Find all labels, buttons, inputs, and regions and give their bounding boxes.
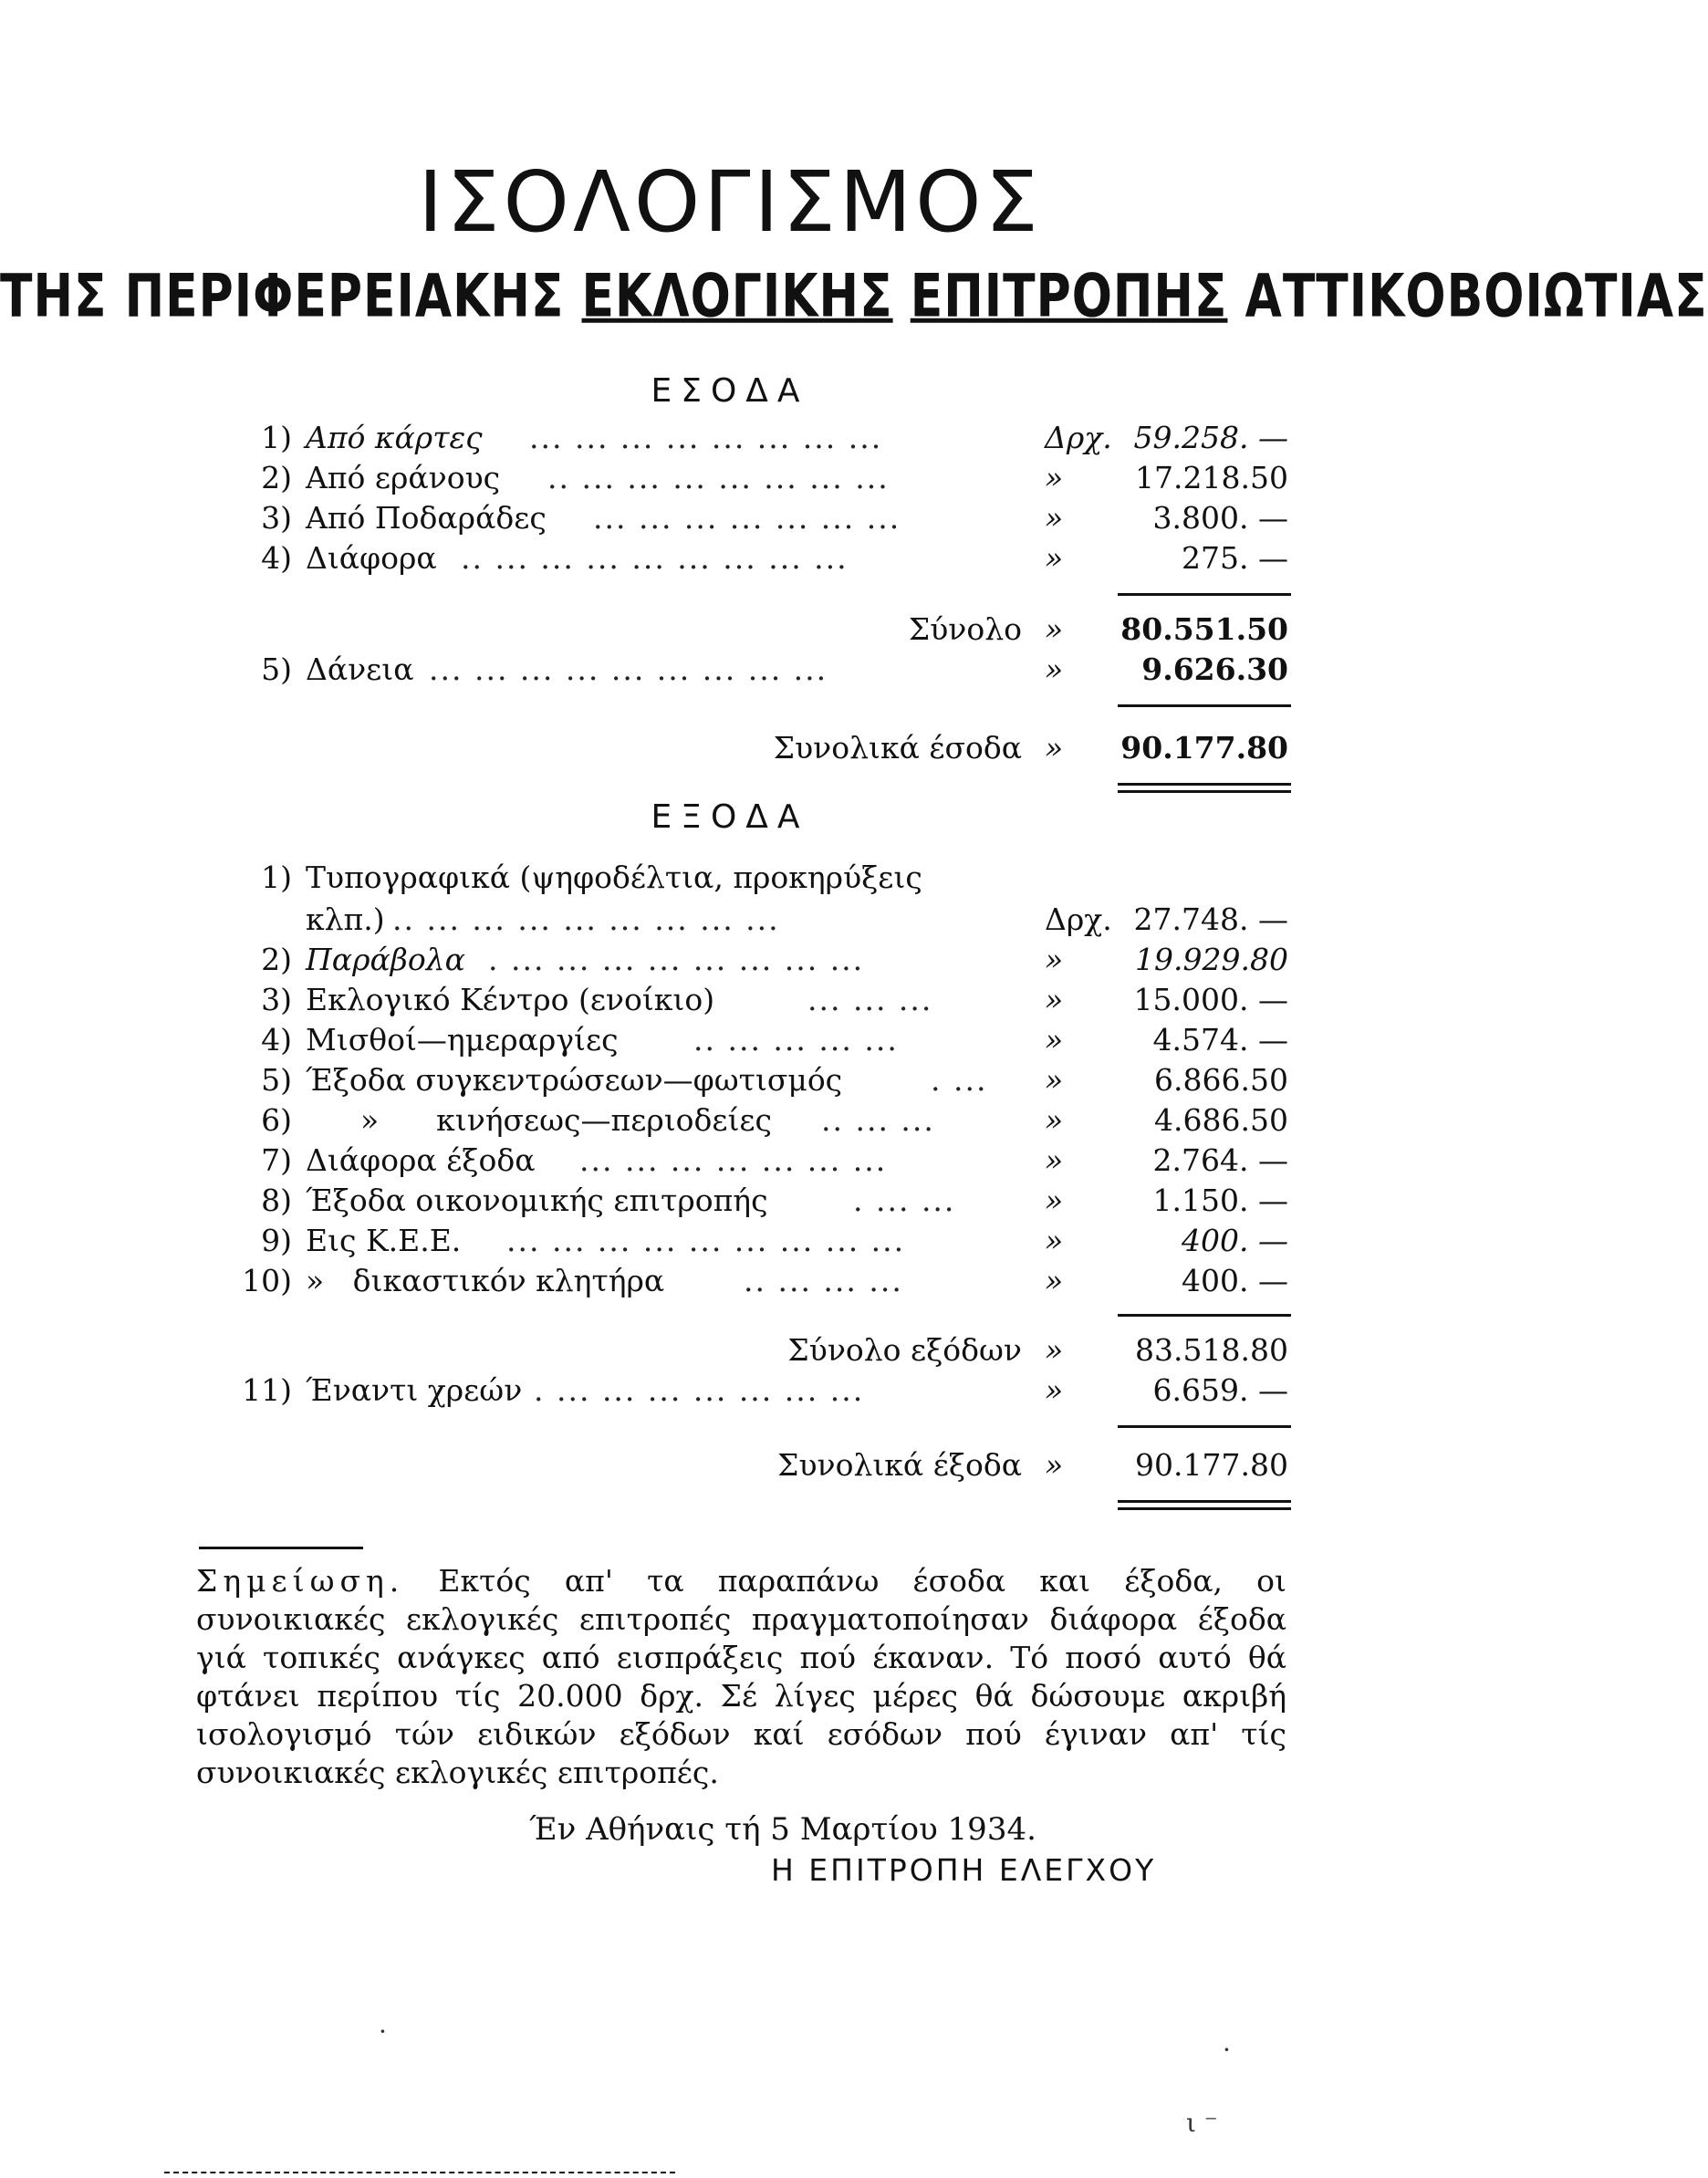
expense-row	[0, 1372, 1460, 1412]
row-dots: ... ... ... ... ... ... ... ... ...	[506, 1223, 906, 1258]
row-dots: .. ... ...	[821, 1102, 935, 1138]
expenses-subtotal-row	[0, 1332, 1460, 1372]
subtotal-currency: »	[1045, 1332, 1064, 1368]
row-currency: »	[1045, 1142, 1064, 1178]
expense-row	[0, 1062, 1460, 1102]
expense-row	[0, 982, 1460, 1022]
expense-row	[0, 1183, 1460, 1223]
subtitle-part-1: ΤΗΣ ΠΕΡΙΦΕΡΕΙΑΚΗΣ	[0, 262, 565, 331]
expense-row	[0, 901, 1460, 942]
row-currency: »	[1045, 982, 1064, 1017]
expense-row	[0, 942, 1460, 982]
row-dots: .. ... ... ... ...	[693, 1022, 899, 1058]
row-currency: »	[1045, 540, 1064, 576]
print-mark: ι ⁻	[1186, 2108, 1218, 2138]
row-number: 3)	[261, 500, 292, 536]
total-currency: »	[1045, 1447, 1064, 1483]
row-amount: 15.000. —	[1133, 982, 1288, 1017]
total-label: Συνολικά έξοδα	[777, 1447, 1022, 1483]
subtotal-amount: 80.551.50	[1120, 611, 1288, 647]
row-label: Δάνεια	[306, 651, 414, 687]
row-currency: »	[1045, 1183, 1064, 1218]
total-currency: »	[1045, 730, 1064, 766]
subtotal-currency: »	[1045, 611, 1064, 647]
page-subtitle	[0, 262, 1708, 331]
page-title: ΙΣΟΛΟΓΙΣΜΟΣ	[418, 153, 1042, 251]
row-amount: 59.258. —	[1133, 420, 1288, 455]
row-number: 7)	[261, 1142, 292, 1178]
row-amount: 6.659. —	[1152, 1372, 1288, 1408]
expense-row	[0, 1223, 1460, 1263]
row-label: Από Ποδαράδες	[306, 500, 547, 536]
row-currency: »	[1045, 1263, 1064, 1298]
row-label: Εκλογικό Κέντρο (ενοίκιο)	[306, 982, 715, 1017]
row-number: 1)	[261, 420, 292, 455]
row-dots: ... ... ...	[807, 982, 933, 1017]
row-amount: 19.929.80	[1135, 942, 1288, 977]
row-dots: . ... ... ... ... ... ... ... ...	[488, 942, 865, 977]
row-currency: »	[1045, 942, 1064, 977]
row-amount: 3.800. —	[1152, 500, 1288, 536]
print-mark: ·	[379, 2016, 387, 2047]
expenses-total-row	[0, 1447, 1460, 1487]
income-row	[0, 651, 1460, 692]
row-dots: ... ... ... ... ... ... ...	[579, 1142, 888, 1178]
row-dots: . ... ...	[853, 1183, 956, 1218]
note-text: Εκτός απ' τα παραπάνω έσοδα και έξοδα, οι συνοικιακές εκλογικές επιτροπές πραγματοποίησαν διάφορα έξοδα γιά τοπικές ανάγκες από εισπράξεις πού έκαναν. Τό ποσό αυτό θά φτάνει περίπου τίς 20.000 δρχ. Σέ λίγες μέρες θά δώσουμε ακριβή ισολογισμό τών ειδικών εξόδων καί εσόδων πού έγιναν απ' τίς συνοικιακές εκλογικές επιτροπές.	[196, 1563, 1286, 1790]
row-amount: 275. —	[1182, 540, 1288, 576]
subtotal-label: Σύνολο εξόδων	[787, 1332, 1022, 1368]
row-label: Διάφορα έξοδα	[306, 1142, 536, 1178]
double-rule	[1118, 790, 1291, 793]
note-paragraph	[196, 1562, 1286, 1792]
row-dots: ... ... ... ... ... ... ... ...	[529, 420, 883, 455]
row-amount: 400. —	[1182, 1223, 1288, 1258]
sum-rule	[1118, 704, 1291, 707]
row-currency: »	[1045, 651, 1064, 687]
row-number: 8)	[261, 1183, 292, 1218]
income-row	[0, 500, 1460, 540]
row-number: 1)	[261, 860, 292, 895]
row-number: 4)	[261, 1022, 292, 1058]
row-amount: 400. —	[1182, 1263, 1288, 1298]
expense-row	[0, 1022, 1460, 1062]
sum-rule	[1118, 1314, 1291, 1317]
date-line: Έν Αθήναις τή 5 Μαρτίου 1934.	[529, 1811, 1036, 1848]
expense-row	[0, 1263, 1460, 1303]
signature: Η ΕΠΙΤΡΟΠΗ ΕΛΕΓΧΟΥ	[771, 1852, 1157, 1888]
row-label: Από κάρτες	[306, 420, 483, 455]
row-dots: .. ... ... ... ... ... ... ... ...	[461, 540, 849, 576]
row-dots: . ...	[931, 1062, 988, 1098]
row-currency: »	[1045, 1062, 1064, 1098]
row-dots: . ... ... ... ... ... ... ...	[534, 1372, 865, 1408]
row-currency: »	[1045, 1102, 1064, 1138]
row-number: 5)	[261, 1062, 292, 1098]
row-currency: »	[1045, 1022, 1064, 1058]
income-row	[0, 420, 1460, 460]
income-total-row	[0, 730, 1460, 770]
subtitle-part-2: ΕΚΛΟΓΙΚΗΣ	[581, 262, 893, 331]
row-label: Παράβολα	[306, 942, 465, 977]
row-label: Τυπογραφικά (ψηφοδέλτια, προκηρύξεις	[306, 860, 922, 895]
total-amount: 90.177.80	[1120, 730, 1288, 766]
row-label-continued: κλπ.)	[306, 901, 385, 937]
print-mark: ·	[1223, 2035, 1231, 2065]
row-currency: »	[1045, 460, 1064, 495]
row-number: 2)	[261, 942, 292, 977]
expenses-heading: ΕΞΟΔΑ	[651, 798, 809, 836]
income-row	[0, 540, 1460, 580]
subtitle-part-3: ΕΠΙΤΡΟΠΗΣ	[910, 262, 1228, 331]
row-number: 4)	[261, 540, 292, 576]
row-number: 10)	[242, 1263, 292, 1298]
row-amount: 17.218.50	[1135, 460, 1288, 495]
row-currency: »	[1045, 1223, 1064, 1258]
row-label: » κινήσεως—περιοδείες	[360, 1102, 773, 1138]
expense-row	[0, 1142, 1460, 1183]
note-lead: Σημείωση.	[196, 1563, 405, 1599]
row-number: 9)	[261, 1223, 292, 1258]
expense-row	[0, 860, 1460, 900]
row-dots: .. ... ... ... ... ... ... ...	[547, 460, 890, 495]
row-currency: »	[1045, 500, 1064, 536]
row-amount: 4.686.50	[1154, 1102, 1288, 1138]
row-dots: .. ... ... ... ... ... ... ... ...	[392, 901, 780, 937]
row-currency: Δρχ.	[1045, 420, 1112, 455]
row-currency: Δρχ.	[1045, 901, 1112, 937]
income-heading: ΕΣΟΔΑ	[651, 372, 809, 410]
print-rule	[164, 2172, 675, 2173]
income-subtotal-row	[0, 611, 1460, 651]
income-row	[0, 460, 1460, 500]
row-amount: 2.764. —	[1152, 1142, 1288, 1178]
row-number: 2)	[261, 460, 292, 495]
sum-rule	[1118, 593, 1291, 596]
row-label: Μισθοί—ημεραργίες	[306, 1022, 619, 1058]
double-rule	[1118, 1507, 1291, 1510]
row-amount: 6.866.50	[1154, 1062, 1288, 1098]
row-dots: ... ... ... ... ... ... ...	[593, 500, 901, 536]
sum-rule	[1118, 1425, 1291, 1428]
row-amount: 4.574. —	[1152, 1022, 1288, 1058]
row-label: Έξοδα συγκεντρώσεων—φωτισμός	[306, 1062, 843, 1098]
row-label: Έναντι χρεών	[306, 1372, 523, 1408]
row-label: Εις Κ.Ε.Ε.	[306, 1223, 462, 1258]
row-number: 6)	[261, 1102, 292, 1138]
row-label: Διάφορα	[306, 540, 437, 576]
double-rule	[1118, 783, 1291, 786]
row-dots: ... ... ... ... ... ... ... ... ...	[429, 651, 828, 687]
total-label: Συνολικά έσοδα	[773, 730, 1022, 766]
row-label: Από εράνους	[306, 460, 501, 495]
row-number: 11)	[242, 1372, 292, 1408]
row-label: Έξοδα οικονομικής επιτροπής	[306, 1183, 768, 1218]
row-number: 3)	[261, 982, 292, 1017]
row-label: » δικαστικόν κλητήρα	[306, 1263, 665, 1298]
total-amount: 90.177.80	[1135, 1447, 1288, 1483]
row-amount: 27.748. —	[1133, 901, 1288, 937]
subtitle-part-4: ΑΤΤΙΚΟΒΟΙΩΤΙΑΣ	[1245, 262, 1708, 331]
subtotal-label: Σύνολο	[908, 611, 1022, 647]
row-amount: 1.150. —	[1152, 1183, 1288, 1218]
expense-row	[0, 1102, 1460, 1142]
row-number: 5)	[261, 651, 292, 687]
row-dots: .. ... ... ...	[744, 1263, 903, 1298]
subtotal-amount: 83.518.80	[1135, 1332, 1288, 1368]
row-amount: 9.626.30	[1141, 651, 1288, 687]
note-separator	[199, 1547, 363, 1549]
double-rule	[1118, 1500, 1291, 1503]
row-currency: »	[1045, 1372, 1064, 1408]
